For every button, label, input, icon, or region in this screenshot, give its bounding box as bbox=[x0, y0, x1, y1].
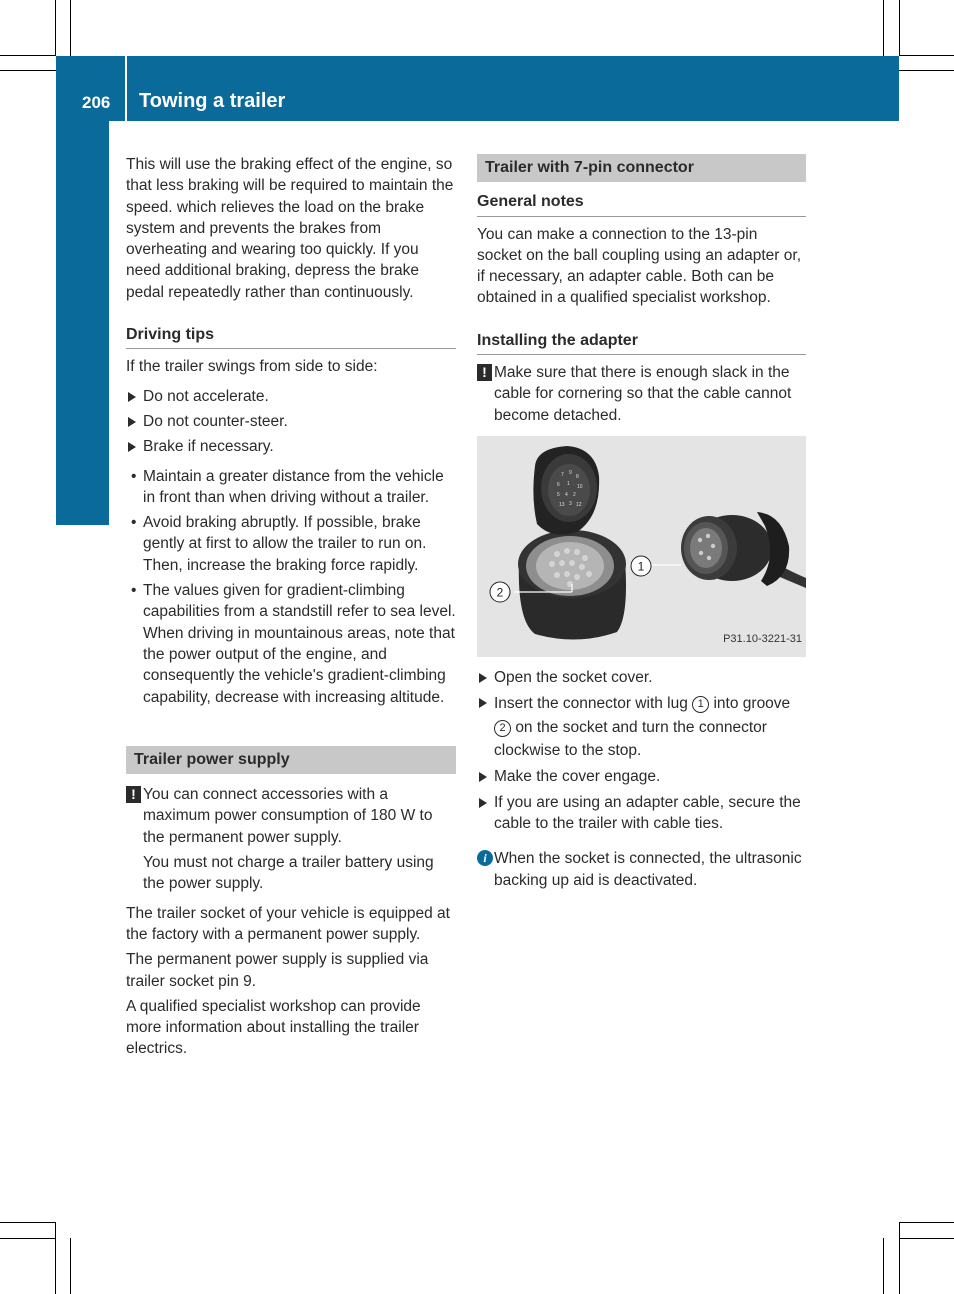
arrow-icon bbox=[479, 673, 487, 683]
arrow-icon bbox=[128, 392, 136, 402]
arrow-icon bbox=[128, 417, 136, 427]
svg-text:12: 12 bbox=[576, 501, 582, 508]
crop-mark bbox=[0, 1238, 56, 1239]
warning-note bbox=[477, 362, 806, 426]
paragraph: The permanent power supply is supplied via trailer socket pin 9. bbox=[126, 951, 429, 990]
arrow-icon bbox=[479, 698, 487, 708]
step-item bbox=[126, 411, 456, 432]
page-title: Towing a trailer bbox=[139, 90, 286, 112]
step-text: Brake if necessary. bbox=[143, 438, 274, 456]
step-text: Make the cover engage. bbox=[494, 768, 661, 786]
step-text: on the socket and turn the connector clockwise to the stop. bbox=[494, 718, 767, 760]
general-notes-heading: General notes bbox=[477, 191, 806, 216]
bullet-dot-icon: • bbox=[131, 514, 137, 532]
warning-text: Make sure that there is enough slack in the cable for cornering so that the cable cannot become detached. bbox=[494, 364, 792, 424]
callout-label: 2 bbox=[496, 585, 504, 600]
crop-mark bbox=[883, 0, 884, 56]
crop-mark bbox=[55, 0, 56, 56]
bullet-item bbox=[126, 512, 456, 576]
crop-mark bbox=[899, 1222, 954, 1223]
paragraph: The trailer socket of your vehicle is equipped at the factory with a permanent power supply. bbox=[126, 904, 450, 943]
crop-mark bbox=[0, 55, 56, 56]
warning-icon: ! bbox=[126, 786, 141, 803]
warning-text-continued: You must not charge a trailer battery using the power supply. bbox=[143, 854, 434, 893]
general-notes-text: You can make a connection to the 13-pin socket on the ball coupling using an adapter or, if necessary, an adapter cable. Both can be obtained in a qualified specialist workshop. bbox=[477, 225, 802, 307]
right-column bbox=[477, 154, 806, 891]
crop-mark bbox=[899, 0, 900, 56]
bullet-dot-icon: • bbox=[131, 467, 137, 485]
bullet-text: Maintain a greater distance from the vehicle in front than when driving without a trailer. bbox=[143, 467, 444, 506]
crop-mark bbox=[55, 1223, 56, 1294]
callout-reference: 1 bbox=[692, 696, 709, 713]
arrow-icon bbox=[479, 772, 487, 782]
crop-mark bbox=[899, 55, 954, 56]
svg-text:2: 2 bbox=[573, 491, 576, 498]
trailer-power-supply-heading: Trailer power supply bbox=[126, 746, 456, 774]
crop-mark bbox=[899, 70, 954, 71]
info-note bbox=[477, 848, 806, 891]
adapter-figure bbox=[477, 436, 806, 657]
step-item bbox=[477, 692, 806, 762]
installing-adapter-heading: Installing the adapter bbox=[477, 330, 806, 355]
step-text: into groove bbox=[713, 695, 791, 713]
step-item bbox=[126, 386, 456, 407]
driving-tips-heading: Driving tips bbox=[126, 324, 456, 349]
crop-mark bbox=[70, 0, 71, 56]
step-item bbox=[477, 766, 806, 787]
seven-pin-section-heading: Trailer with 7-pin connector bbox=[477, 154, 806, 182]
driving-tips-lead: If the trailer swings from side to side: bbox=[126, 358, 378, 376]
svg-text:5: 5 bbox=[557, 491, 560, 498]
chapter-label: Driving and parking bbox=[66, 249, 93, 475]
svg-text:10: 10 bbox=[577, 483, 583, 490]
left-column bbox=[126, 154, 456, 1060]
bullet-dot-icon: • bbox=[131, 582, 137, 600]
crop-mark bbox=[0, 70, 56, 71]
crop-mark bbox=[70, 1238, 71, 1294]
arrow-icon bbox=[128, 442, 136, 452]
warning-text: You can connect accessories with a maximum power consumption of 180 W to the permanent power supply. bbox=[143, 786, 433, 846]
bullet-item bbox=[126, 466, 456, 509]
svg-text:6: 6 bbox=[557, 481, 560, 488]
crop-mark bbox=[0, 1222, 56, 1223]
step-item bbox=[126, 436, 456, 457]
step-text: If you are using an adapter cable, secure the cable to the trailer with cable ties. bbox=[494, 793, 801, 833]
step-text: Insert the connector with lug bbox=[494, 695, 688, 713]
svg-text:4: 4 bbox=[565, 491, 568, 498]
page-number: 206 bbox=[82, 93, 111, 112]
header-divider bbox=[125, 56, 127, 121]
socket-and-connector-illustration bbox=[477, 436, 806, 657]
step-text: Do not counter-steer. bbox=[143, 412, 288, 430]
svg-text:7: 7 bbox=[561, 471, 564, 478]
svg-text:1: 1 bbox=[567, 480, 570, 487]
intro-paragraph: This will use the braking effect of the engine, so that less braking will be required to maintain the speed. which relieves the load on the brake system and prevents the brakes from overheating and wearing too quickly. If you need additional braking, depress the brake pedal repeatedly rather than continuously. bbox=[126, 156, 454, 301]
figure-code: P31.10-3221-31 bbox=[723, 632, 802, 645]
step-item bbox=[477, 792, 806, 835]
crop-mark bbox=[883, 1238, 884, 1294]
info-icon: i bbox=[477, 850, 493, 866]
bullet-text: Avoid braking abruptly. If possible, brake gently at first to allow the trailer to run on. Then, increase the braking force rapidly. bbox=[143, 514, 427, 574]
warning-note bbox=[126, 784, 456, 848]
arrow-icon bbox=[479, 798, 487, 808]
warning-icon: ! bbox=[477, 364, 492, 381]
crop-mark bbox=[899, 1223, 900, 1294]
crop-mark bbox=[899, 1238, 954, 1239]
svg-text:9: 9 bbox=[569, 469, 572, 476]
svg-text:8: 8 bbox=[576, 473, 579, 480]
svg-text:13: 13 bbox=[559, 501, 565, 508]
bullet-item bbox=[126, 580, 456, 708]
callout-label: 1 bbox=[637, 559, 645, 574]
paragraph: A qualified specialist workshop can provide more information about installing the trailer electrics. bbox=[126, 997, 421, 1058]
step-text: Open the socket cover. bbox=[494, 668, 653, 686]
callout-reference: 2 bbox=[494, 720, 511, 737]
svg-text:3: 3 bbox=[569, 500, 572, 507]
info-text: When the socket is connected, the ultrasonic backing up aid is deactivated. bbox=[494, 850, 802, 889]
step-text: Do not accelerate. bbox=[143, 387, 269, 405]
bullet-text: The values given for gradient-climbing capabilities from a standstill refer to sea level. When driving in mountainous areas, note that the power output of the engine, and consequently the vehicle's gradient-climbing capability, decrease with increasing altitude. bbox=[143, 582, 456, 706]
step-item bbox=[477, 667, 806, 688]
